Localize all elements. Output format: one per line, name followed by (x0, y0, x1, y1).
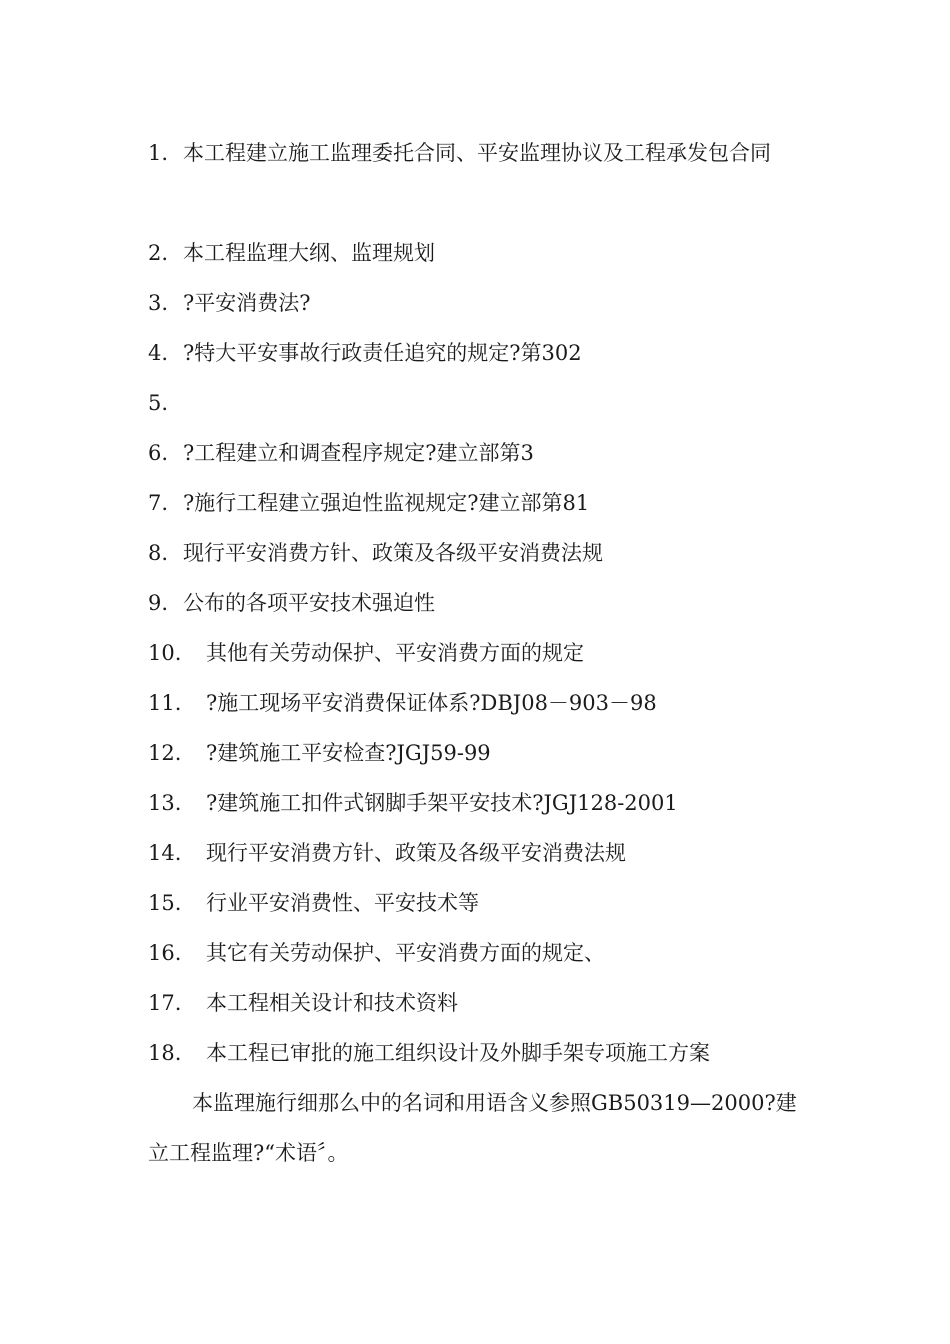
list-item-number: 8. (148, 541, 169, 565)
list-item-number: 5. (148, 391, 169, 415)
list-item-text: 本工程监理大纲、监理规划 (183, 241, 435, 265)
list-item-number: 4. (148, 341, 169, 365)
list-item (148, 828, 808, 878)
list-item (148, 228, 808, 278)
list-item-text: ?平安消费法? (183, 291, 311, 315)
list-item-number: 7. (148, 491, 169, 515)
list-item (148, 578, 808, 628)
list-item-number: 15. (148, 891, 182, 915)
list-item-text: 本工程建立施工监理委托合同、平安监理协议及工程承发包合同 (183, 141, 771, 165)
list-item (148, 928, 808, 978)
list-item (148, 978, 808, 1028)
list-item-number: 6. (148, 441, 169, 465)
list-item (148, 1028, 808, 1078)
list-item (148, 378, 808, 428)
list-item-number: 16. (148, 941, 182, 965)
terminology-paragraph: 本监理施行细那么中的名词和用语含义参照GB50319—2000?建立工程监理?“术语〞。 (148, 1091, 797, 1165)
list-item (148, 778, 808, 828)
list-item-text: ?施工现场平安消费保证体系?DBJ08－903－98 (206, 691, 657, 715)
list-item-text: ?特大平安事故行政责任追究的规定?第302 (183, 341, 582, 365)
list-item-text: 本工程相关设计和技术资料 (206, 991, 458, 1015)
list-item-text: 其它有关劳动保护、平安消费方面的规定、 (206, 941, 605, 965)
list-item-text: 公布的各项平安技术强迫性 (183, 591, 435, 615)
list-item-text: 现行平安消费方针、政策及各级平安消费法规 (183, 541, 603, 565)
list-item-number: 2. (148, 241, 169, 265)
list-item-number: 17. (148, 991, 182, 1015)
list-item-number: 13. (148, 791, 182, 815)
list-item (148, 478, 808, 528)
list-item-number: 10. (148, 641, 182, 665)
list-item-number: 3. (148, 291, 169, 315)
list-item (148, 278, 808, 328)
list-item-number: 9. (148, 591, 169, 615)
list-item-text: ?工程建立和调查程序规定?建立部第3 (183, 441, 534, 465)
list-item-number: 12. (148, 741, 182, 765)
list-item-text: 本工程已审批的施工组织设计及外脚手架专项施工方案 (206, 1041, 710, 1065)
list-item-text: 现行平安消费方针、政策及各级平安消费法规 (206, 841, 626, 865)
list-item-text: ?建筑施工扣件式钢脚手架平安技术?JGJ128-2001 (206, 791, 678, 815)
list-item-text: 行业平安消费性、平安技术等 (206, 891, 479, 915)
list-item-text: 其他有关劳动保护、平安消费方面的规定 (206, 641, 584, 665)
list-item-text: ?施行工程建立强迫性监视规定?建立部第81 (183, 491, 590, 515)
list-item (148, 128, 808, 228)
list-item (148, 428, 808, 478)
list-item (148, 728, 808, 778)
list-item (148, 878, 808, 928)
list-item-number: 11. (148, 691, 182, 715)
list-item (148, 328, 808, 378)
list-item-number: 14. (148, 841, 182, 865)
list-item-number: 1. (148, 141, 169, 165)
list-item-text: ?建筑施工平安检查?JGJ59-99 (206, 741, 491, 765)
list-item (148, 528, 808, 578)
list-item (148, 628, 808, 678)
list-item (148, 678, 808, 728)
reference-list (148, 128, 808, 1078)
list-item-number: 18. (148, 1041, 182, 1065)
